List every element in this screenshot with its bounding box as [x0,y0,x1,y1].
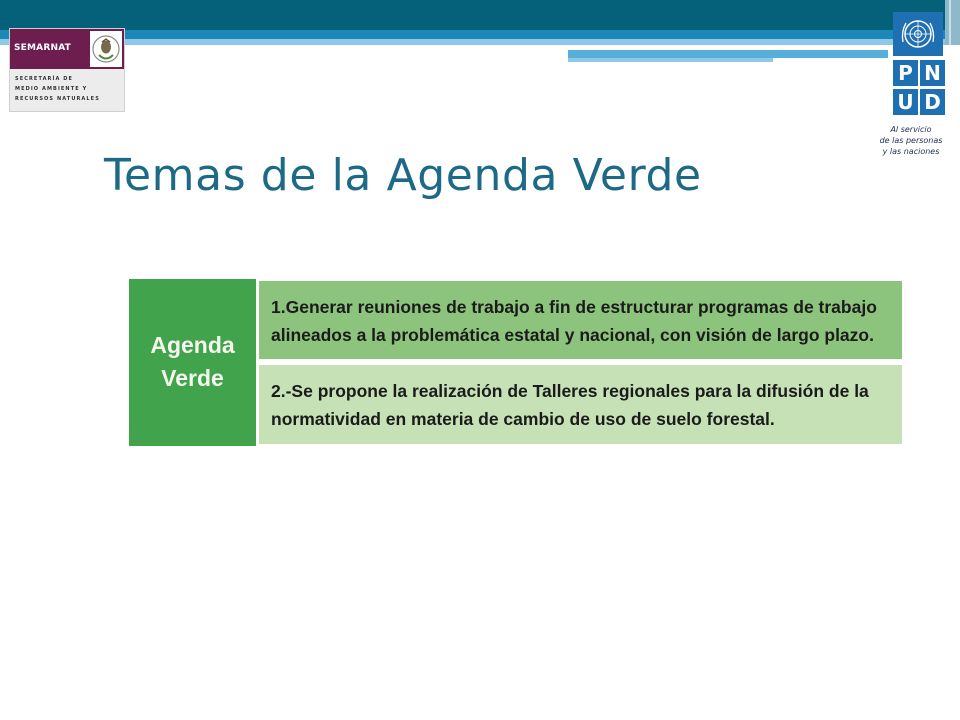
agenda-item-text [271,377,896,433]
agenda-category-label [129,329,256,395]
agenda-category-cell [129,279,256,446]
pnud-letter: D [920,89,945,115]
semarnat-logo-subtitle [15,74,100,104]
header-accent-line-short [568,58,773,62]
header-band-mid [0,30,960,39]
agenda-item-line: 1.Generar reuniones de trabajo a fin de estructurar programas de trabajo [271,297,877,317]
agenda-item-text [271,293,896,349]
agenda-verde-table [129,279,902,446]
agenda-item-line: alineados a la problemática estatal y nacional, con visión de largo plazo. [271,325,874,345]
pnud-letter: U [893,89,918,115]
header-accent-line [568,50,888,58]
agenda-item-line: 2.-Se propone la realización de Talleres regionales para la difusión de la [271,381,869,401]
agenda-item-row [259,281,902,359]
pnud-caption-line: de las personas [879,136,943,145]
semarnat-subtitle-line: MEDIO AMBIENTE Y [15,86,88,92]
header-band-dark [0,0,960,30]
semarnat-logo [10,29,124,111]
agenda-category-line: Verde [161,365,224,391]
mexico-seal-icon [90,31,122,67]
agenda-category-line: Agenda [150,332,235,358]
pnud-logo-caption [866,124,956,157]
slide-title: Temas de la Agenda Verde [104,150,702,201]
agenda-item-row [259,365,902,444]
pnud-caption-line: Al servicio [890,125,932,134]
pnud-letter: P [893,60,918,86]
un-emblem-icon [893,12,943,56]
pnud-caption-line: y las naciones [882,147,940,156]
semarnat-subtitle-line: SECRETARÍA DE [15,76,74,82]
semarnat-logo-subtitle-area [10,69,124,111]
semarnat-logo-banner [10,29,124,69]
semarnat-logo-brand: SEMARNAT [14,43,72,53]
semarnat-subtitle-line: RECURSOS NATURALES [15,96,100,102]
agenda-item-line: normatividad en materia de cambio de uso de suelo forestal. [271,409,775,429]
header-side-bar [945,0,960,45]
header-band-light [0,39,960,45]
pnud-letter: N [920,60,945,86]
